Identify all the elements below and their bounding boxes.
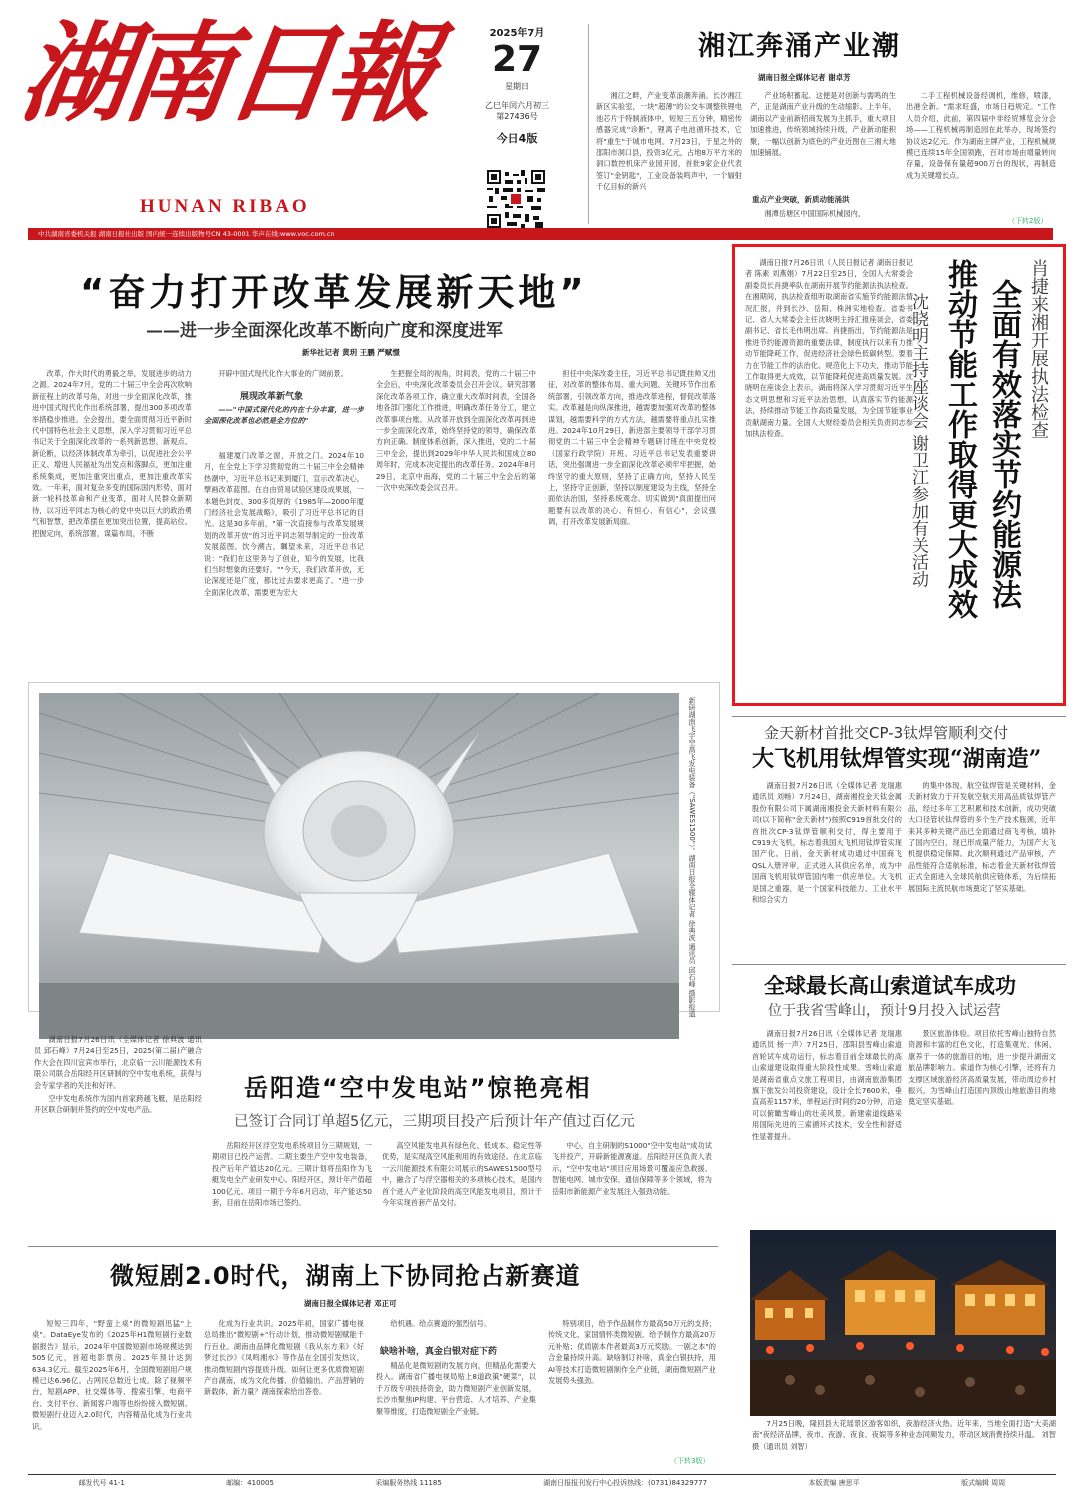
footer-item: 邮发代号 41-1 [78,1479,125,1487]
masthead-red-line: 中共湖南省委机关报 湖南日报社出版 国内统一连续出版物号CN 43-0001 华声在线:www.voc.com.cn [28,228,1053,240]
airship-photo[interactable] [39,693,679,1039]
top-right-col1: 湘江之畔，产业变革浪潮奔涌。长沙湘江新区实验室，一块"超薄"的公交车调整铁锂电池芯片于特制液体中，短短三五分钟，精密传感器完成"诊断"，锂离子电池循环技术，它将"重生"于城市电网。7月23日，于星之外的邵阳市洞口县，投资3亿元，占地8万平方米的洞口数控机床产业园开园，首批9家企业代表签订"金钥匙"，工业设备装鸣声中，一个辐射千亿目标的新兴 [596,91,742,192]
lunar-date: 乙巳年闰六月初三 [485,101,549,110]
drama-byline: 湖南日报全媒体记者 邓正可 [304,1299,397,1308]
weekday: 星期日 [505,82,529,91]
top-right-col3: 二手工程机械设备经调机，维修，喷漆，出港全新。"需求旺盛，市场日趋规定。"工作人员介绍，此前，第四届中非经贸博览会分会场——工程机械再制造园在此举办，现场签约协议达2亿元。作为湖南主牌产业，工程机械规模已连续15年全国领跑，百对市场由增量转向存量，设备保有量超900万台的现状，再制造成为关键增长点。 [906,91,1056,180]
footer-item: 本版责编 唐思平 [808,1479,860,1487]
qr-code-icon[interactable] [487,170,545,228]
section-divider [732,716,1066,717]
redbox-subhead: 沈晓明主持座谈会 谢卫江参加有关活动 [908,293,928,588]
top-right-headline[interactable]: 湘江奔涌产业潮 [698,31,901,62]
year-month: 2025年7月 [489,28,545,39]
day-number: 27 [491,39,543,80]
lead-byline: 新华社记者 黄玥 王鹏 严赋憬 [302,348,400,357]
top-right-byline: 湖南日报全媒体记者 谢卓芳 [758,73,851,82]
footer-item: 邮编：410005 [226,1479,274,1487]
night-photo-caption: 7月25日晚，隆回县大花瑶景区游客如织，夜游经济火热。近年来，当地全面打造"大美湖南"夜经济品牌，夜市、夜游、夜食、夜娱等多种业态同频发力，带动区域消费持续升温。 刘智 摄（通讯员 刘智） [752,1419,1056,1451]
airship-col2: 高空风能发电具有绿色化、低成本、稳定性等优势，是实现高空风能利用的有效途径。在北京临一云川能源技术有限公司展示的SAWES1500型号中，融合了与浮空器相关的多项核心技术，是国内首个进入产业化阶段的高空风能发电项目，预计于今年实现首套产品交付。 [382,1141,542,1208]
top-right-col2: 产业场积蓄起。这便是对创新与需鸣的生产，正是湖南产业升级的生动缩影。上半年，湖南以产业前新招商发展为主抓手，重大项目加速推进，传统领域持续升级，产业新动能积聚，一幅以创新为底色的产业近图在三湘大地加速铺展。 [750,91,896,158]
drama-headline[interactable]: 微短剧2.0时代，湖南上下协同抢占新赛道 [110,1262,581,1290]
top-right-col2-subhead: 重点产业突破，新质动能涌洪 [752,195,850,204]
airship-subhead: 已签订合同订单超5亿元，三期项目投产后预计年产值过百亿元 [234,1114,635,1130]
airship-col1: 岳阳经开区浮空发电系统项目分三期规划，一期项目已投产运营。二期主要生产空中发电装备，投产后年产值达20亿元。三期计划将岳阳作为飞艇发电全产业研发中心。阳经开区，预计年产值超100亿元。项目一期于今年6月启动，年产能达50套，目前在岳阳市场已签约。 [212,1141,372,1208]
footer-item: 版式编辑 周周 [961,1479,1006,1487]
redbox-headline-1[interactable]: 全面有效落实节约能源法 [986,279,1021,609]
lead-col4: 担任中央深改委主任，习近平总书记既挂帅又出征，对改革的整体布局、重大问题、关键环节作出系统部署，引领改革方向，推进改革进程，督促改革落实。改革越是向纵深推进，越需要加强对改革的整体谋划，越需要科学的方式方法，越需要将重点扎实推进。2024年10月29日，新进部主要领导干部学习贯彻党的二十届三中全会精神专题研讨班在中央党校（国家行政学院）开班。习近平总书记发表重要讲话，突出强调进一步全面深化改革必须牢牢把握，始终坚守的重大原则，坚持了正确方向，坚持人民至上，坚持守正创新，坚持以制度建设为主线，坚持全面依法治国，坚持系统观念。切实做到"真面提出问题要有以改革的决心、有恒心、有信心"，会议强调，打开改革发展新局面。 [548,369,716,527]
drama-col2: 化成为行业共识。2025年初，国家广播电视总局推出"微短剧+"行动计划，推动微短剧赋能千行百业。湖南由品牌化微短剧《我从东方来》《好梦过长沙》《凤鸣湘水》等作品在全国引发热议，推动微短剧内容提质升级。如何让更多优质微短剧产自湖南，成为文化传播、价值输出、产品营销的新载体，新力量？湖南探索给出答卷。 [204,1319,364,1397]
lead-subhead: ——进一步全面深化改革不断向广度和深度进军 [146,321,503,341]
section-divider [28,1246,718,1247]
night-town-photo[interactable] [750,1230,1056,1416]
section-divider [732,964,1066,965]
lead-col3: 生把握全局的视角，时间表，党的二十届三中全会后，中央深化改革委员会召开会议，研究部署深化改革各项工作，确立重大改革时间表，全国各地各部门强化工作推进，明确改革任务分工，建立改革事项台账。从改革开放到全面深化改革再到进一步全面深化改革，始终坚持党的领导，确保改革方向正确。制度体系创新，深入推进，党的二十届三中全会，提出到2029年中华人民共和国成立80周年时，完成本决定提出的改革任务。2024年8月29日，北京中南海，党的二十届三中全会后的第一次中央深改委会议召开。 [376,369,536,493]
lead-headline[interactable]: “奋力打开改革发展新天地” [80,271,588,314]
top-right-col2-tail: 湘潭岳塘区中国国际机械园内， [764,209,866,218]
redbox-body: 湖南日报7月26日讯（人民日报记者 湖南日报记者 陈素 刘燕娟）7月22日至25日，全国人大常委会副委员长肖捷率队在湖南开展节约能源法执法检查。在湘期间，执法检查组听取湖南省实施节约能源法情况汇报，并到长沙、岳阳、株洲实地检查。省委书记、省人大常委会主任沈晓明主持汇报座谈会，省委副书记、省长毛伟明出席。肖捷指出，节约能源法是推进节约能源资源的重要法律，制度执行以来有力推动节能降耗工作，促进经济社会绿色低碳转型。要着力在节能工作的法治化、规范化上下功夫，推动节能工作取得更大成效，以节能降耗促进高质量发展。沈晓明在座谈会上表示，湖南将深入学习贯彻习近平生态文明思想和习近平法治思想，认真落实节约能源法，持续推动节能工作高质量发展，为全国节能事业贡献湖南力量。全国人大财经委员会相关负责同志参加执法检查。 [745,258,913,439]
c919-headline[interactable]: 大飞机用钛焊管实现“湖南造” [752,746,1042,772]
logo-calligraphy: 湖南日報 [13,11,439,137]
drama-col4: 特别项目，给予作品制作方最高50万元的支持；传统文化、家国情怀类微短剧，给予制作方最高20万元补贴；优质剧本作者最高3万元奖励。一剧之本"的合金量持续升高。缺啥制订补啥，真金白银扶持，用AI等技术打造微短剧制作全产业链，湖南微短剧产业发展势头强劲。 [548,1319,716,1386]
featured-story-box [732,244,1066,706]
cableway-col1: 湖南日报7月26日讯（全媒体记者 龙瑞惠 通讯员 杨一声）7月25日，邵阳县雪峰山索道首轮试车成功运行，标志着目前全球最长的高山索道建设取得重大阶段性成果。雪峰山索道是湖南省重点文旅工程项目，由湖南旅游集团旗下旅发公司投资建设，设计全长7600米，垂直高差1157米，单程运行时间约20分钟，沿途可以俯瞰雪峰山的壮美风景。新建索道线路采用国际先进的三索循环式技术，安全性和舒适性显著提升。 [752,1029,902,1141]
redbox-headline-2[interactable]: 推动节能工作取得更大成效 [942,259,977,619]
lead-col2-quote: ——"中国式现代化的内在十分丰富，进一步全面深化改革也必然是全方位的" [204,405,364,426]
c919-col1: 湖南日报7月26日讯（全媒体记者 龙瑞惠 通讯员 刘畅）7月24日，湖南湘投金天钛金属股份有限公司下属湖南湘投金天新材料有限公司(以下简称"金天新材")按照C919首批交付的首批次CP-3钛焊管顺利交付，得主要用于C919大飞机，标志着我国大飞机用钛焊管实现国产化。日前，金天新材成功通过中国商飞QSL入册评审，正式进入其供应名单，成为中国商飞机用钛焊管国内唯一供应单位。大飞机是国之重器，是一个国家科技能力、工业水平和综合实力 [752,781,902,905]
footer-bar [28,1478,1056,1492]
c919-col2: 的集中体现。航空钛焊管是关键材料，金天新材致力于开发航空航天用高品质钛焊管产品，经过多年工艺积累和技术创新，成功突破大口径管状钛焊管的多个生产技术瓶颈，近年来其多种关键产品已全面通过商飞考核，填补了国内空白，现已形成量产能力，为国产大飞机提供稳定保障。此次顺利通过产品审核，产品性能符合适航标准，标志着金天新材钛焊管正式全面进入全球民航供应链体系，为后续拓展国际主流民航市场奠定了坚实基础。 [908,781,1056,893]
cableway-headline[interactable]: 全球最长高山索道试车成功 [764,973,1016,998]
footer-rule [28,1474,1056,1475]
logo-pinyin: HUNAN RIBAO [140,196,310,217]
pages-count: 今日4版 [496,132,538,145]
airship-lead-text: 湖南日报7月26日讯（全媒体记者 徐典波 通讯员 邱石峰）7月24日至25日，2025(第二届)产融合作大会在四川宜宾市举行，北京临一云川能源技术有限公司联合岳阳经开区研制的空中发电系统，获得与会专家学者的关注和好评。 空中发电系统作为国内首家跨越飞艇，是岳阳经开区联合研制并签约的空中发电产品。 [34,1035,202,1115]
drama-continued[interactable]: （下转3版） [670,1457,710,1465]
cableway-col2: 景区旅游体验。项目依托雪峰山独特自然资源和丰富的红色文化，打造集观光、休闲、康养于一体的旅游目的地，进一步提升湖南文旅品牌影响力。索道作为核心引擎，还将有力支撑区域旅游经济高质量发展，带动周边乡村振兴，为雪峰山打造国内顶级山地旅游目的地奠定坚实基础。 [908,1029,1056,1107]
airship-col3: 中心，自主研制的S1000"空中发电站"成功试飞并投产，开辟新能源赛道。岳阳经开区负责人表示，"空中发电站"项目应用场景可覆盖应急救援、智能电网、城市安保、通信保障等多个领域，将为岳阳市新能源产业发展注入强劲动能。 [552,1141,712,1196]
airship-headline[interactable]: 岳阳造“空中发电站”惊艳亮相 [244,1074,592,1102]
lead-col1: 改革，作大时代的勇毅之举，发展进步的动力之源。2024年7月，党的二十届三中全会再次吹响新征程上的改革号角，对进一步全面深化改革，推进中国式现代化作出系统部署，提出300多项改革举措稳步推进。全会提出，要全面贯彻习近平新时代中国特色社会主义思想，深入学习贯彻习近平总书记关于全面深化改革的一系列新思想、新观点、新论断，以经济体制改革为牵引，以促进社会公平正义、增进人民福祉为出发点和落脚点，更加注重系统集成，更加注重突出重点，更加注重改革实效。一年来，面对复杂多变的国际国内形势，面对新一轮科技革命和产业变革，面对人民群众新期待，以习近平同志为核心的党中央以巨大的政治勇气和智慧，把改革摆在更加突出位置，提高站位、把握定向，系统部署，谋篇布局，不断 [32,369,192,538]
top-right-continued[interactable]: （下转2版） [1008,217,1048,225]
drama-col3-top: 给机遇。给点赛道的强烈信号。 [390,1319,492,1328]
lead-col2-body: 福建厦门改革之窗，开放之门。2024年10月，在全党上下学习贯彻党的二十届三中全会精神热潮中，习近平总书记来到厦门，宣示改革决心，擘画改革蓝图。在自由贸易试验区建设成果展，一本题色封皮、300多页厚的《1985年—2000年厦门经济社会发展战略》，吸引了习近平总书记的目光。这是30多年前，"第一次直接参与改革发展规划的改革开放"的习近平同志领导制定的一份改革发展蓝图。饮今溯古，瞩望未来，习近平总书记说："我们在这里务与了创业，知今的发展，比我们当时想象的还要好。""今天，我们改革开放，无论深度还是广度，都比过去要求更高了。"进一步全面深化改革，需要更为宏大 [204,451,364,597]
cableway-subhead: 位于我省雪峰山，预计9月投入试运营 [768,1003,1001,1019]
issue-number: 第27436号 [496,112,538,121]
redbox-kicker: 肖捷来湘开展执法检查 [1028,259,1049,439]
photo-caption-vertical: 新研湖南飞宇空高飞发电装备（"SAWES1500"）。湖南日报全媒体记者 徐典波 通讯员 邱石峰 摄影报道 [688,697,696,1018]
footer-item: 湖南日报报刊发行中心投诉热线：(0731)84329777 [543,1479,708,1487]
masthead-logo [13,11,439,217]
photo-frame [28,682,720,1018]
lead-col2-top: 开辟中国式现代化作大事业的广阔前景。 [218,369,348,378]
c919-kicker: 金天新材首批交CP-3钛焊管顺利交付 [764,724,1009,742]
footer-item: 采编服务热线 11185 [375,1479,442,1487]
lead-col2-subhead: 展现改革新气象 [240,392,304,402]
column-divider [588,24,589,224]
drama-col1: 短短三四年，"野蛮上桌"的微短剧迅猛"上桌"。DataEye发布的《2025年H1微短剧行业数据报告》显示，2024年中国微短剧市场规模达到505亿元，首超电影票房。2025年预计达到634.3亿元。截至2025年6月，全国微短剧用户规模已达6.96亿。占网民总数近七成。除了视频平台，短剧APP、社交媒体等、搜索引擎、电商平台、支付平台、新闻客户端等也纷纷接入微短剧。微短剧行业迈入2.0时代，内容精品化成为行业共识。 [32,1319,192,1431]
drama-col3-body: 精品化是微短剧的发展方向，但精品化需要大投入。湖南省广播电视局贴上8道政策"硬菜"，以千万级专项扶持资金，助力微短剧产业创新发展，长沙市聚焦IP构建、平台营造、人才培养、产业集聚等维度，打造微短剧全产业链。 [376,1361,536,1416]
drama-col3-subhead: 缺啥补啥，真金白银对症下药 [380,1347,498,1357]
